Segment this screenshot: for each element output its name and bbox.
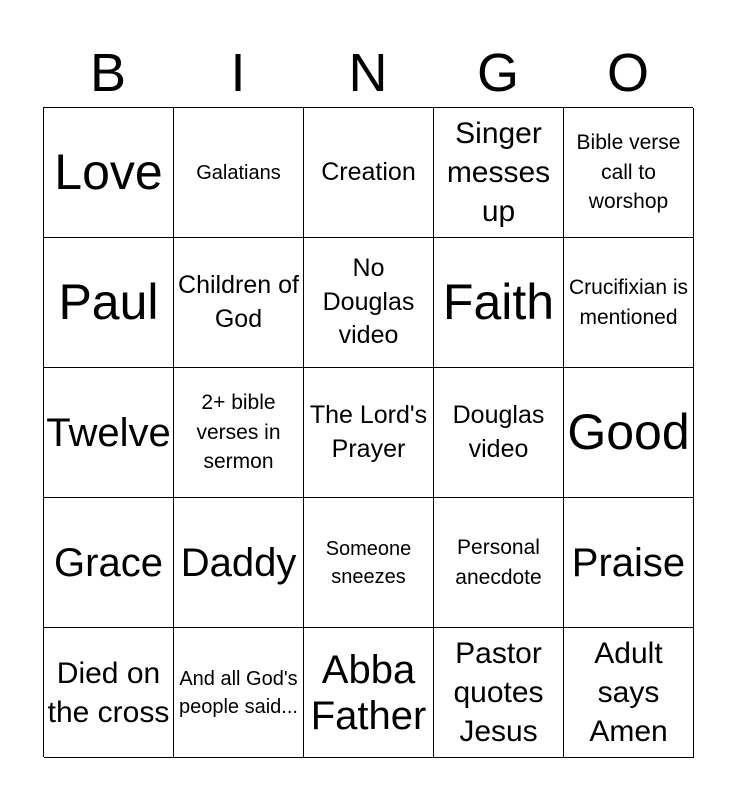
bingo-cell[interactable] <box>564 108 694 238</box>
cell-text: Twelve <box>46 410 171 455</box>
cell-text: Bible verse call to worshop <box>576 131 681 214</box>
cell-text: No Douglas video <box>322 253 415 350</box>
bingo-cell[interactable] <box>564 628 694 758</box>
bingo-cell[interactable] <box>434 628 564 758</box>
cell-text: Praise <box>571 540 686 585</box>
cell-text: Love <box>54 144 163 200</box>
cell-text: Abba Father <box>310 647 427 738</box>
bingo-cell[interactable] <box>44 238 174 368</box>
cell-text: Daddy <box>180 540 297 585</box>
bingo-cell[interactable] <box>304 108 434 238</box>
bingo-cell[interactable] <box>44 108 174 238</box>
bingo-cell[interactable] <box>304 498 434 628</box>
bingo-header <box>43 38 693 108</box>
cell-text: Adult says Amen <box>589 637 668 748</box>
bingo-cell[interactable] <box>564 368 694 498</box>
bingo-cell[interactable] <box>564 498 694 628</box>
bingo-cell[interactable] <box>434 238 564 368</box>
bingo-cell[interactable] <box>174 628 304 758</box>
bingo-cell[interactable] <box>174 108 304 238</box>
bingo-cell[interactable] <box>434 368 564 498</box>
bingo-board <box>43 107 693 757</box>
bingo-cell[interactable] <box>304 238 434 368</box>
bingo-cell[interactable] <box>434 108 564 238</box>
bingo-cell[interactable] <box>44 498 174 628</box>
cell-text: Children of God <box>178 270 299 333</box>
bingo-cell[interactable] <box>174 368 304 498</box>
cell-text: Crucifixian is mentioned <box>568 276 689 329</box>
header-letter-g: G <box>476 43 519 103</box>
cell-text: Someone sneezes <box>325 537 412 588</box>
header-letter-n: N <box>348 43 388 103</box>
cell-text: Personal anecdote <box>455 536 542 589</box>
cell-text: Paul <box>58 274 159 330</box>
cell-text: 2+ bible verses in sermon <box>196 391 281 474</box>
bingo-cell[interactable] <box>304 368 434 498</box>
cell-text: Good <box>567 404 690 460</box>
bingo-cell[interactable] <box>44 368 174 498</box>
cell-text: Grace <box>54 540 163 585</box>
cell-text: Creation <box>321 157 416 186</box>
header-letter-i: I <box>230 43 246 103</box>
cell-text: Singer messes up <box>446 117 551 228</box>
bingo-cell[interactable] <box>304 628 434 758</box>
cell-text: Faith <box>442 274 555 330</box>
cell-text: Pastor quotes Jesus <box>453 637 544 748</box>
cell-text: The Lord's Prayer <box>309 400 428 463</box>
cell-text: Douglas video <box>452 400 545 463</box>
cell-text: Galatians <box>196 161 281 184</box>
bingo-cell[interactable] <box>174 238 304 368</box>
bingo-cell[interactable] <box>174 498 304 628</box>
header-letter-b: B <box>89 43 127 103</box>
bingo-cell[interactable] <box>44 628 174 758</box>
bingo-cell[interactable] <box>434 498 564 628</box>
cell-text: And all God's people said... <box>179 667 298 718</box>
header-letter-o: O <box>606 43 649 103</box>
cell-text: Died on the cross <box>47 656 170 729</box>
bingo-cell[interactable] <box>564 238 694 368</box>
